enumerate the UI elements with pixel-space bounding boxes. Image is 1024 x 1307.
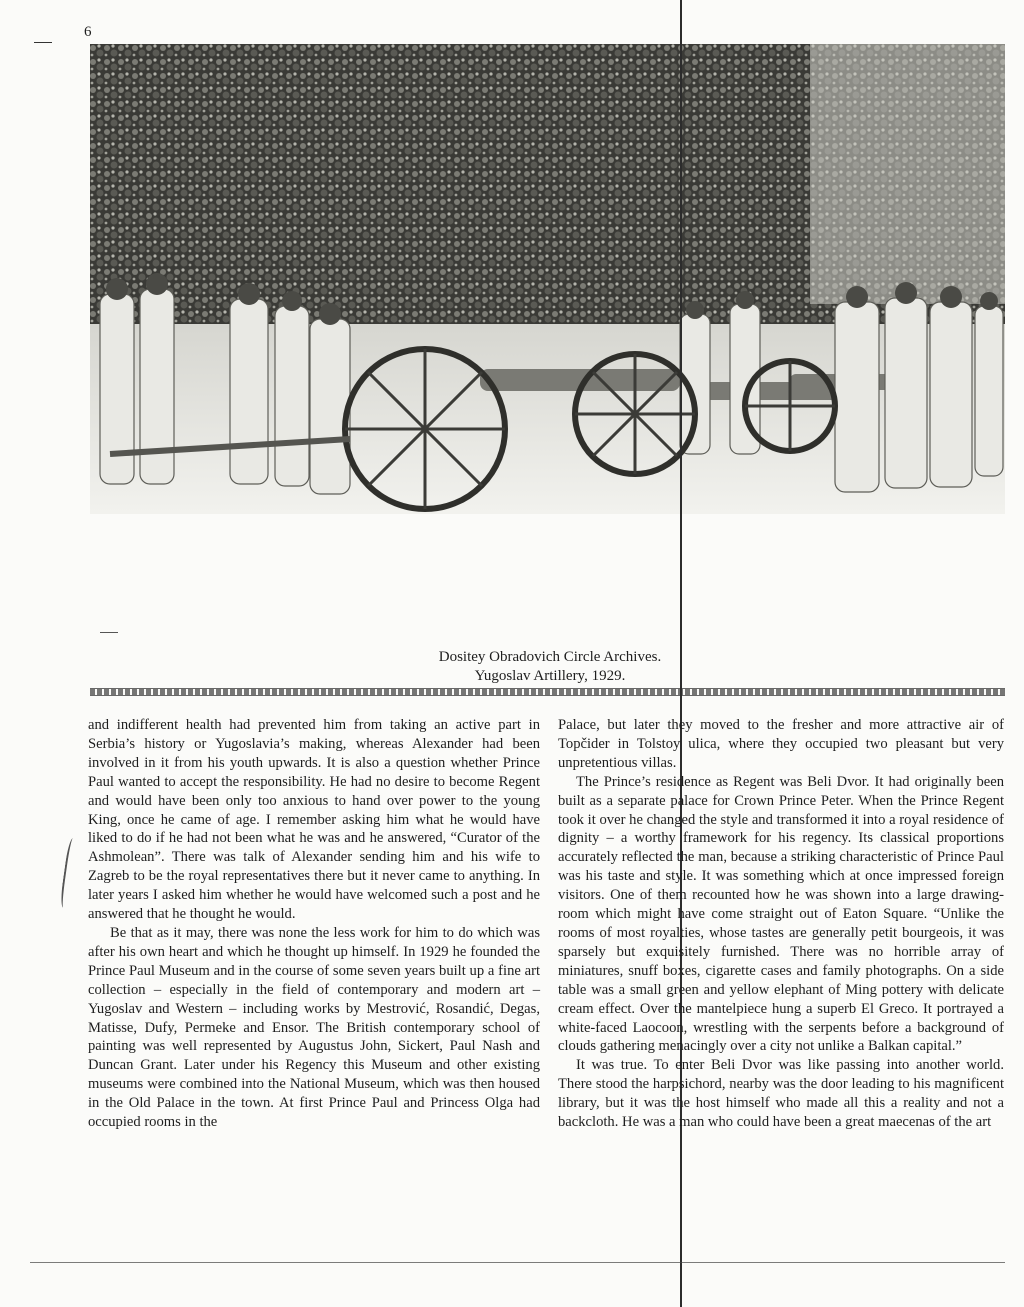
right-paragraph-2: The Prince’s residence as Regent was Beli Dvor. It had originally been built as a separate palace for Crown Prince Peter. When the Prince Regent took it over he changed the style and transformed it into a royal residence of dignity – a worthy framework for his regency. Its classical proportions accurately reflected the man, because a striking characteristic of Prince Paul was his taste and style. It was something which at once impressed foreign visitors. One of them recounted how he was shown into a large drawing-room which might have come straight out of Eaton Square. “Unlike the rooms of most royalties, whose tastes are generally petit bourgeois, it was sparsely but exquisitely furnished. There was no horrible array of miniatures, snuff boxes, cigarette cases and family photographs. On a side table was a small green and yellow elephant of Ming pottery with delicate cream effect. Over the mantelpiece hung a superb El Greco. It portrayed a white-faced Laocoon, wrestling with the serpents before a background of clouds gathering menacingly over a city not unlike a Balkan capital.”	[558, 773, 1004, 1055]
right-column	[558, 716, 1004, 1132]
left-paragraph-1: and indifferent health had prevented him from taking an active part in Serbia’s history or Yugoslavia’s making, whereas Alexander had been involved in it from his youth upwards. It is also a question whether Prince Paul wanted to accept the responsibility. He had no desire to become Regent and would have been only too anxious to hand over power to the young King, once he came of age. I remember asking him what he would have liked to do if he had not been what he was and he answered, “Curator of the Ashmolean”. There was talk of Alexander sending him and his wife to Zagreb to be the royal representatives there but it never came to anything. In later years I asked him whether he would have welcomed such a post and he answered that he thought he would.	[88, 717, 540, 923]
left-paragraph-2: Be that as it may, there was none the less work for him to do which was after his own heart and which he thought up himself. In 1929 he founded the Prince Paul Museum and in the course of some seven years built up a fine art collection – especially in the field of contemporary and modern art – Yugoslav and Western – including works by Mestrović, Rosandić, Degas, Matisse, Dufy, Permeke and Ensor. The British contemporary school of painting was well represented by Augustus John, Sickert, Paul Nash and Duncan Grant. Later under his Regency this Museum and other existing museums were combined into the National Museum, which was then housed in the Old Palace in the town. At first Prince Paul and Princess Olga had occupied rooms in the	[88, 924, 540, 1131]
caption-title: Yugoslav Artillery, 1929.	[474, 668, 626, 684]
margin-dash	[100, 632, 118, 633]
margin-mark	[34, 42, 52, 43]
page-number: 6	[84, 24, 92, 40]
caption-source: Dositey Obradovich Circle Archives.	[438, 649, 662, 665]
photo-artillery-soldiers-icon	[90, 44, 1005, 514]
right-paragraph-1: Palace, but later they moved to the fresher and more attractive air of Topčider in Tolstoy ulica, where they occupied two pleasant but very unpretentious villas.	[558, 717, 1004, 771]
bottom-rule	[30, 1262, 1005, 1263]
pencil-mark	[59, 838, 79, 909]
artillery-photograph	[90, 44, 1005, 514]
photo-caption	[300, 648, 800, 686]
right-paragraph-3: It was true. To enter Beli Dvor was like passing into another world. There stood the harpsichord, nearby was the door leading to his magnificent library, but it was the host himself who made all this a reality and not a backcloth. He was a man who could have been a great maecenas of the art	[558, 1057, 1004, 1131]
double-dashed-rule	[90, 688, 1005, 696]
left-column	[88, 716, 540, 1132]
